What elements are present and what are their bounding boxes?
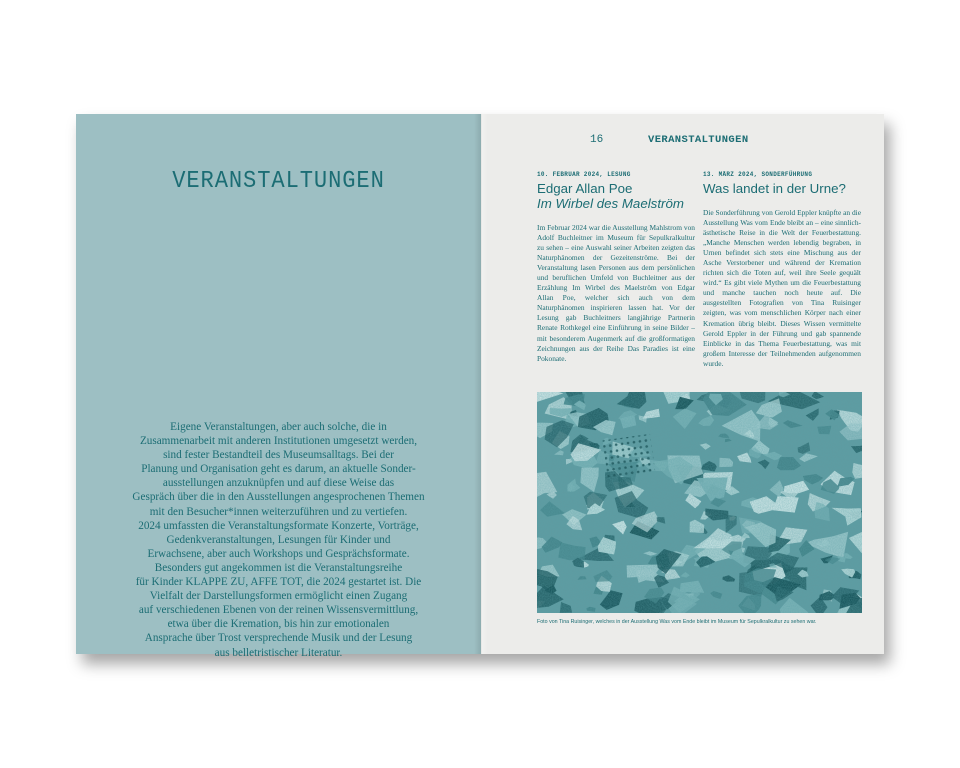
right-page — [481, 114, 884, 654]
book-gutter — [474, 114, 488, 654]
article-kicker: 13. MÄRZ 2024, SONDERFÜHRUNG — [703, 171, 813, 178]
article-body: Die Sonderführung von Gerold Eppler knüpfte an die Ausstellung Was vom Ende bleibt an – eine sinnlich-ästhetische Reise in die Welt der Feuerbestattung. „Manche Menschen werden lebendig begraben, in Urnen befindet sich stets eine Mischung aus der Asche Verstorbener und während der Kremation richten sich die Toten auf, weil ihre Seele gequält wird.“ Es gibt viele Mythen um die Feuerbestattung und manche tauchen noch heute auf. Die ausgestellten Fotografien von Tina Ruisinger zeigten, was vom menschlichen Körper nach einer Kremation übrig bleibt. Dieses Wissen vermittelte Gerold Eppler in der Führung und gab spannende Einblicke in das Thema Feuerbestattung, was mit großem Interesse der Teilnehmenden aufgenommen wurde. — [703, 208, 861, 368]
intro-line: auf verschiedenen Ebenen von der reinen Wissensvermittlung, — [138, 604, 419, 617]
intro-line: Zusammenarbeit mit anderen Institutionen umgesetzt werden, — [139, 435, 418, 448]
intro-line: Planung und Organisation geht es darum, an aktuelle Sonder- — [141, 463, 416, 476]
intro-text — [106, 420, 451, 660]
article-title: Was landet in der Urne? — [703, 181, 846, 196]
intro-line: etwa über die Kremation, bis hin zur emotionalen — [167, 618, 390, 631]
article-urne — [703, 171, 861, 369]
article-poe — [537, 171, 695, 364]
intro-line: Ansprache über Trost versprechende Musik und der Lesung — [144, 632, 413, 645]
intro-line: Gedenkveranstaltungen, Lesungen für Kinder und — [166, 533, 391, 546]
intro-line: Erwachsene, aber auch Workshops und Gesprächsformate. — [147, 547, 410, 560]
running-title: VERANSTALTUNGEN — [648, 134, 749, 146]
intro-line: sind fester Bestandteil des Museumsalltags. Bei der — [163, 449, 394, 462]
section-title: VERANSTALTUNGEN — [172, 168, 385, 195]
intro-line: 2024 umfassten die Veranstaltungsformate Konzerte, Vorträge, — [138, 519, 419, 532]
left-page — [76, 114, 481, 659]
photo-illustration — [537, 392, 862, 613]
article-subtitle: Im Wirbel des Maelström — [537, 196, 684, 211]
page-number: 16 — [590, 134, 604, 146]
cremation-ash-photo — [537, 392, 862, 613]
intro-line: Besonders gut angekommen ist die Veranstaltungsreihe — [154, 561, 403, 574]
intro-line: Vielfalt der Darstellungsformen ermöglicht einen Zugang — [149, 590, 408, 603]
article-kicker: 10. FEBRUAR 2024, LESUNG — [537, 171, 631, 178]
intro-line: Eigene Veranstaltungen, aber auch solche, die in — [170, 421, 387, 433]
intro-line: Gespräch über die in den Ausstellungen angesprochenen Themen — [132, 491, 425, 504]
photo-caption: Foto von Tina Ruisinger, welches in der Ausstellung Was vom Ende bleibt im Museum für Sepulkralkultur zu sehen war. — [537, 619, 817, 625]
intro-line: aus belletristischer Literatur. — [214, 646, 343, 659]
book-spread — [76, 114, 884, 659]
intro-line: ausstellungen anzuknüpfen und auf diese Weise das — [162, 477, 395, 490]
intro-line: für Kinder KLAPPE ZU, AFFE TOT, die 2024 gestartet ist. Die — [135, 576, 422, 589]
article-body: Im Februar 2024 war die Ausstellung Mahlstrom von Adolf Buchleitner im Museum für Sepulkralkultur zu sehen – eine Auswahl seiner Arbeiten zeigten das Naturphänomen der Gezeitenströme. Bei der Veranstaltung lasen Personen aus dem persönlichen und beruflichen Umfeld von Buchleitner aus der Erzählung Im Wirbel des Maelström von Edgar Allan Poe, welcher sich auch von dem Naturphänomen inspirieren lassen hat. Vor der Lesung gab Buchleitners langjährige Partnerin Renate Rothkegel eine Einführung in seine Bilder – mit besonderem Augenmerk auf die großformatigen Zeichnungen aus der Reihe Das Paradies ist eine Pokonate. — [537, 223, 695, 363]
article-title: Edgar Allan Poe — [537, 181, 633, 196]
intro-line: mit den Besucher*innen weiterzuführen und zu vertiefen. — [149, 505, 408, 518]
